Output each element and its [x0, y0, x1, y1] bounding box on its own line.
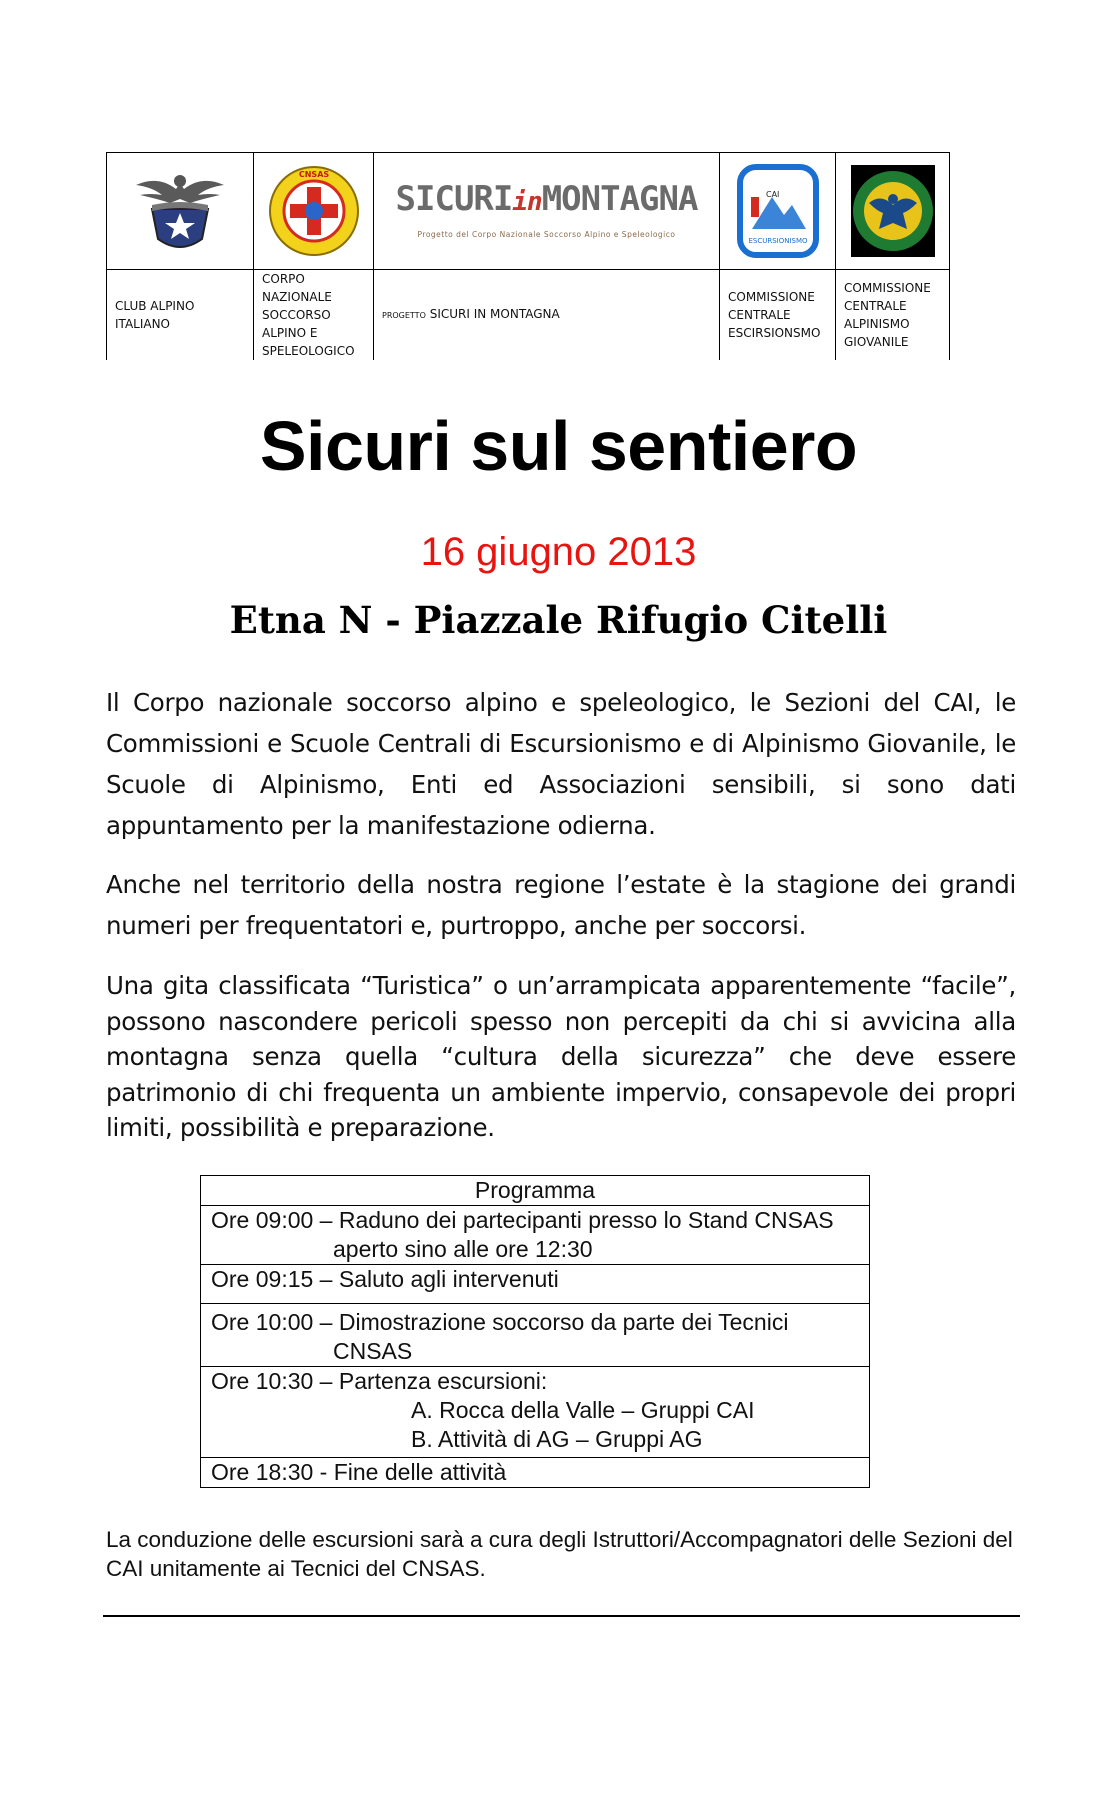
programma-row-text: aperto sino alle ore 12:30	[333, 1236, 593, 1262]
header-logos-table	[106, 152, 950, 360]
table-row	[201, 1304, 870, 1367]
programma-row-text: B. Attività di AG – Gruppi AG	[411, 1426, 703, 1452]
footer-note: La conduzione delle escursioni sarà a cura degli Istruttori/Accompagnatori delle Sezioni del CAI unitamente ai Tecnici del CNSAS.	[106, 1527, 1013, 1581]
safety-paragraph: Una gita classificata “Turistica” o un’arrampicata apparentemente “facile”, possono nascondere pericoli spesso non percepiti da chi si avvicina alla montagna senza quella “cultura della sicurezza” che deve essere patrimonio di chi frequenta un ambiente impervio, consapevole dei propri limiti, possibilità e preparazione.	[106, 971, 1016, 1142]
page-title: Sicuri sul sentiero	[259, 407, 858, 485]
escursionismo-badge-icon	[736, 163, 820, 259]
svg-text:ESCURSIONISMO: ESCURSIONISMO	[747, 237, 808, 245]
bottom-divider	[103, 1615, 1020, 1617]
sicuri-in-montagna-logo-cell	[374, 153, 720, 270]
escursionismo-name: COMMISSIONE CENTRALE ESCIRSIONSMO	[720, 270, 836, 361]
svg-text:CAI: CAI	[765, 190, 779, 199]
cnsas-logo-cell	[254, 153, 374, 270]
event-date: 16 giugno 2013	[420, 530, 697, 574]
programma-heading: Programma	[201, 1176, 870, 1206]
table-row	[201, 1367, 870, 1458]
programma-row-text: Ore 10:30 – Partenza escursioni:	[211, 1368, 548, 1394]
programma-row-text: Ore 09:15 – Saluto agli intervenuti	[211, 1266, 559, 1292]
event-location: Etna N - Piazzale Rifugio Citelli	[229, 598, 888, 642]
alpinismo-giovanile-name: COMMISSIONE CENTRALE ALPINISMO GIOVANILE	[836, 270, 950, 361]
table-row	[201, 1265, 870, 1304]
programma-row-text: Ore 09:00 – Raduno dei partecipanti presso lo Stand CNSAS	[211, 1207, 834, 1233]
programma-table	[200, 1175, 870, 1488]
table-row	[201, 1206, 870, 1265]
programma-row-text: CNSAS	[333, 1338, 413, 1364]
svg-text:CNSAS: CNSAS	[298, 170, 329, 179]
sicuri-in-montagna-icon: SICURIinMONTAGNA	[395, 178, 698, 219]
progetto-name: PROGETTO SICURI IN MONTAGNA	[374, 270, 720, 361]
sicuri-tagline: Progetto del Corpo Nazionale Soccorso Alpino e Speleologico	[417, 229, 676, 239]
programma-row-text: Ore 18:30 - Fine delle attività	[211, 1459, 507, 1485]
alpinismo-giovanile-logo-cell	[836, 153, 950, 270]
cai-name: CLUB ALPINO ITALIANO	[107, 270, 254, 361]
cnsas-name: CORPO NAZIONALE SOCCORSO ALPINO E SPELEOLOGICO	[254, 270, 374, 361]
table-row	[201, 1458, 870, 1488]
region-paragraph: Anche nel territorio della nostra regione l’estate è la stagione dei grandi numeri per frequentatori e, purtroppo, anche per soccorsi.	[106, 870, 1016, 940]
cai-eagle-star-icon	[128, 165, 232, 257]
programma-row-text: Ore 10:00 – Dimostrazione soccorso da parte dei Tecnici	[211, 1309, 789, 1335]
cnsas-cross-badge-icon	[268, 165, 360, 257]
alpinismo-giovanile-eagle-icon	[849, 163, 937, 259]
intro-paragraph: Il Corpo nazionale soccorso alpino e speleologico, le Sezioni del CAI, le Commissioni e Scuole Centrali di Escursionismo e di Alpinismo Giovanile, le Scuole di Alpinismo, Enti ed Associazioni sensibili, si sono dati appuntamento per la manifestazione odierna.	[106, 688, 1016, 840]
cai-logo-cell	[107, 153, 254, 270]
programma-row-text: A. Rocca della Valle – Gruppi CAI	[411, 1397, 755, 1423]
escursionismo-logo-cell	[720, 153, 836, 270]
